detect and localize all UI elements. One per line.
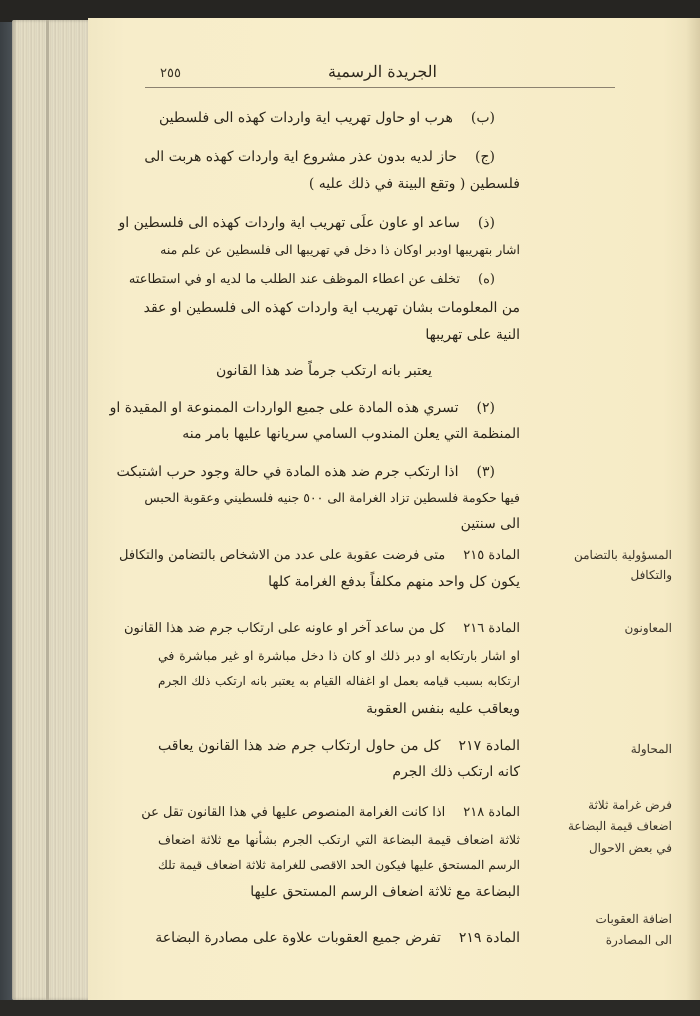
- margin-note-216: المعاونون: [624, 621, 672, 635]
- para-3-line-1: [116, 464, 495, 480]
- article-215-line-2: يكون كل واحد منهم مكلفاً بدفع الغرامة كلها: [268, 574, 520, 590]
- para-label: (٣): [476, 464, 495, 480]
- para-3-line-3: الى سنتين: [460, 516, 520, 532]
- clause-h-line-1: [128, 272, 495, 287]
- clause-text: ساعد او عاون علَى تهريب اية واردات كهذه الى فلسطين او: [118, 215, 460, 231]
- page-number: ٢٥٥: [160, 66, 181, 81]
- para-label: (٢): [476, 400, 495, 416]
- clause-j-line-1: [144, 149, 495, 165]
- article-215-line-1: [118, 548, 520, 563]
- article-text: اذا كانت الغرامة المنصوص عليها في هذا القانون تقل عن: [141, 805, 446, 820]
- margin-note-215-line-1: المسؤولية بالتضامن: [573, 548, 672, 562]
- clause-h-line-2: من المعلومات بشان تهريب اية واردات كهذه الى فلسطين او عقد: [143, 300, 520, 316]
- para-text: تسري هذه المادة على جميع الواردات الممنوعة او المقيدة او: [109, 400, 459, 416]
- article-text: متى فرضت عقوبة على عدد من الاشخاص بالتضامن والتكافل: [118, 548, 446, 563]
- journal-title: الجريدة الرسمية: [327, 62, 437, 81]
- para-3-line-2: فيها حكومة فلسطين تزاد الغرامة الى ٥٠٠ جنيه فلسطيني وعقوبة الحبس: [144, 490, 520, 505]
- clause-label: (ه): [478, 272, 495, 287]
- clause-label: (ج): [475, 149, 495, 165]
- header-rule: [145, 87, 615, 88]
- article-label: المادة ٢١٧: [458, 738, 520, 754]
- article-text: تفرض جميع العقوبات علاوة على مصادرة البضاعة: [155, 930, 441, 946]
- clause-text: هرب او حاول تهريب اية واردات كهذه الى فلسطين: [158, 110, 453, 126]
- article-217-line-1: [158, 738, 520, 754]
- book-page: [88, 18, 700, 1003]
- clause-h-line-3: النية على تهريبها: [425, 327, 520, 343]
- article-216-line-4: ويعاقب عليه بنفس العقوبة: [366, 701, 520, 717]
- clause-label: (ذ): [477, 215, 495, 231]
- article-text: كل من ساعد آخر او عاونه على ارتكاب جرم ضد هذا القانون: [123, 621, 446, 636]
- margin-note-218-line-2: اضعاف قيمة البضاعة: [567, 819, 672, 833]
- article-218-line-3: الرسم المستحق عليها فيكون الحد الاقصى للغرامة ثلاثة اضعاف قيمة تلك: [158, 858, 520, 872]
- article-218-line-1: [141, 805, 520, 820]
- para-2-line-1: [109, 400, 495, 416]
- article-216-line-2: او اشار بارتكابه او دبر ذلك او كان ذا دخل مباشرة او غير مباشرة في: [158, 648, 520, 663]
- margin-note-219-line-2: الى المصادرة: [605, 933, 672, 947]
- article-text: كل من حاول ارتكاب جرم ضد هذا القانون يعاقب: [158, 738, 441, 754]
- article-218-line-2: ثلاثة اضعاف قيمة البضاعة التي ارتكب الجرم بشأنها مع ثلاثة اضعاف: [158, 832, 520, 847]
- clause-dh-line-2: اشار بتهريبها اودبر اوكان ذا دخل في تهريبها الى فلسطين عن علم منه: [160, 242, 520, 257]
- clause-text: تخلف عن اعطاء الموظف عند الطلب ما لديه او في استطاعته: [128, 272, 461, 287]
- article-218-line-4: البضاعة مع ثلاثة اضعاف الرسم المستحق عليها: [250, 884, 520, 900]
- article-label: المادة ٢١٩: [458, 930, 520, 946]
- clause-b: [159, 110, 495, 126]
- article-label: المادة ٢١٦: [463, 621, 520, 636]
- margin-note-219-line-1: اضافة العقوبات: [595, 912, 672, 926]
- conclusion-text: يعتبر بانه ارتكب جرماً ضد هذا القانون: [215, 363, 433, 379]
- margin-note-217: المحاولة: [630, 742, 672, 756]
- para-text: اذا ارتكب جرم ضد هذه المادة في حالة وجود حرب اشتبكت: [116, 464, 459, 480]
- page-edges: [12, 20, 94, 1000]
- margin-note-215-line-2: والتكافل: [630, 568, 672, 582]
- article-label: المادة ٢١٨: [463, 805, 520, 820]
- page-header: [150, 58, 615, 88]
- article-label: المادة ٢١٥: [463, 548, 520, 563]
- bottom-shadow: [0, 1000, 700, 1016]
- margin-note-218-line-1: فرض غرامة ثلاثة: [588, 798, 672, 812]
- article-216-line-1: [123, 621, 520, 636]
- clause-dh-line-1: [118, 215, 495, 231]
- clause-text: حاز لديه بدون عذر مشروع اية واردات كهذه هربت الى: [144, 149, 458, 165]
- margin-note-218-line-3: في بعض الاحوال: [588, 841, 672, 855]
- article-216-line-3: ارتكابه بسبب قيامه بعمل او اغفاله القيام به يعتبر بانه ارتكب ذلك الجرم: [158, 674, 520, 688]
- article-217-line-2: كانه ارتكب ذلك الجرم: [392, 764, 520, 780]
- clause-label: (ب): [470, 110, 495, 126]
- para-2-line-2: المنظمة التي يعلن المندوب السامي سريانها عليها بامر منه: [182, 426, 520, 442]
- article-219-line-1: [155, 930, 520, 946]
- clause-j-line-2: فلسطين ( وتقع البينة في ذلك عليه ): [308, 176, 520, 192]
